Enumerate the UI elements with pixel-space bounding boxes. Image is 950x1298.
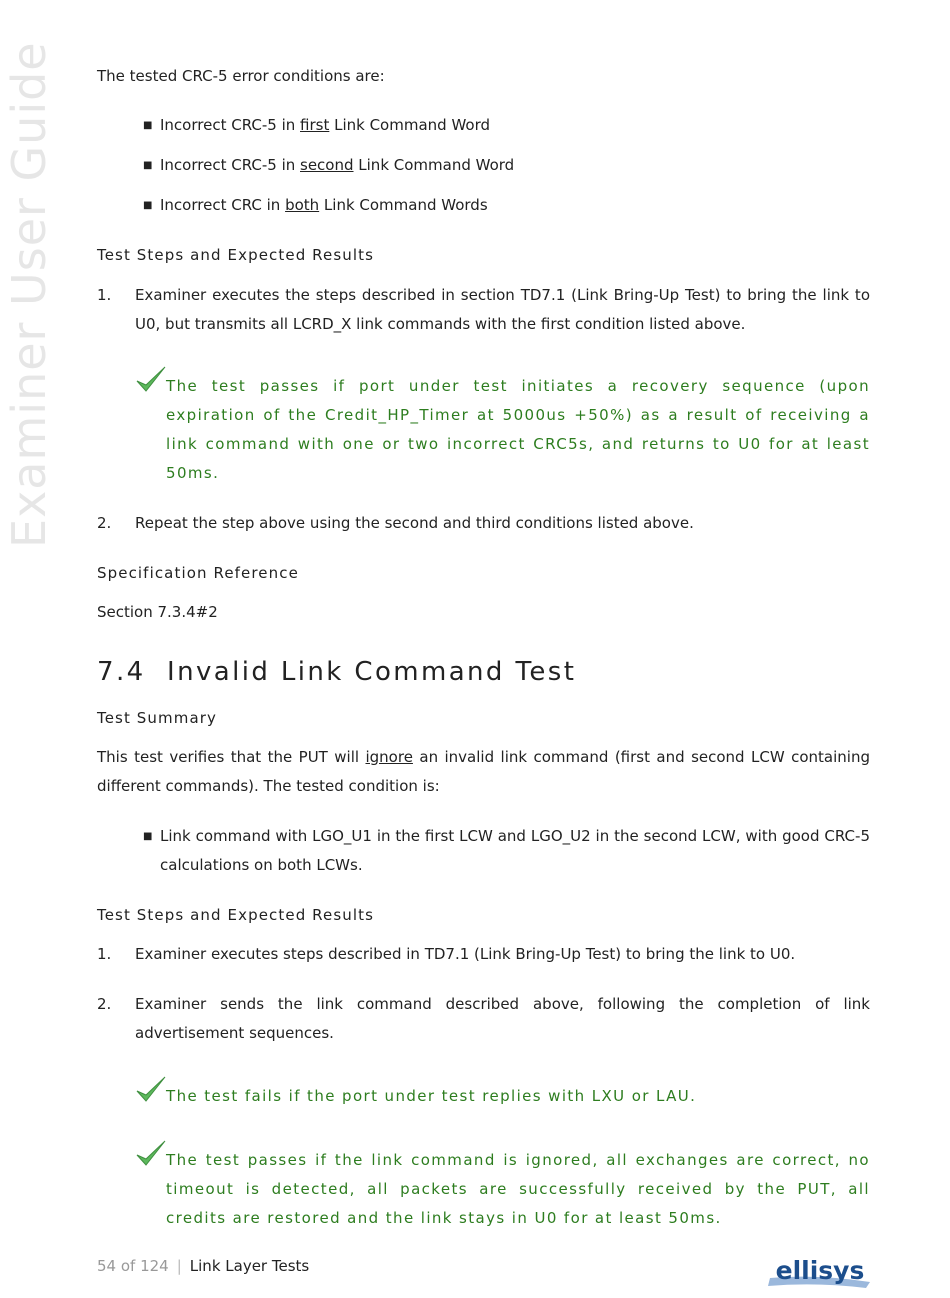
section-title-text: Invalid Link Command Test (167, 657, 577, 687)
steps-heading: Test Steps and Expected Results (97, 906, 375, 924)
page-footer (97, 1254, 309, 1278)
step-item (97, 509, 870, 538)
step-text: Examiner executes steps described in TD7.1 (Link Bring-Up Test) to bring the link to U0. (135, 945, 796, 963)
section-title (97, 655, 576, 689)
square-bullet-icon: ■ (143, 120, 153, 131)
step-number: 1. (97, 286, 112, 304)
note-text: The test passes if port under test initiates a recovery sequence (upon expiration of the Credit_HP_Timer at 5000us +50%) as a result of receiving a link command with one or two incorrect CRC5s, and returns to U0 for at least 50ms. (166, 377, 870, 482)
step-item (97, 940, 870, 969)
bullet-text: Incorrect CRC in both Link Command Words (160, 196, 488, 214)
sidebar-title: Examiner User Guide (2, 41, 56, 548)
step-item (97, 990, 870, 1050)
list-item (97, 111, 870, 140)
spec-heading: Specification Reference (97, 564, 299, 582)
logo-text: ellisys (775, 1256, 865, 1285)
step-text: Repeat the step above using the second and third conditions listed above. (135, 514, 694, 532)
step-number: 2. (97, 995, 112, 1013)
list-item (97, 151, 870, 180)
checkmark-icon (135, 1074, 167, 1106)
checkmark-icon (135, 364, 167, 396)
square-bullet-icon: ■ (143, 831, 153, 842)
page-number: 54 of 124 (97, 1257, 169, 1275)
square-bullet-icon: ■ (143, 200, 153, 211)
spec-reference: Section 7.3.4#2 (97, 603, 218, 621)
footer-section: Link Layer Tests (189, 1257, 310, 1275)
note-text: The test fails if the port under test replies with LXU or LAU. (166, 1087, 697, 1105)
section-number: 7.4 (97, 657, 146, 687)
checkmark-icon (135, 1138, 167, 1170)
bullet-text: Incorrect CRC-5 in second Link Command Word (160, 156, 515, 174)
bullet-text: Link command with LGO_U1 in the first LCW and LGO_U2 in the second LCW, with good CRC-5 calculations on both LCWs. (160, 827, 870, 874)
step-number: 1. (97, 945, 112, 963)
list-item (97, 822, 870, 882)
step-number: 2. (97, 514, 112, 532)
step-text: Examiner sends the link command described above, following the completion of link advertisement sequences. (135, 995, 870, 1042)
ellisys-logo (766, 1252, 874, 1290)
summary-heading: Test Summary (97, 709, 217, 727)
footer-separator: | (176, 1257, 182, 1275)
steps-heading: Test Steps and Expected Results (97, 246, 375, 264)
bullet-text: Incorrect CRC-5 in first Link Command Word (160, 116, 490, 134)
crc-intro: The tested CRC-5 error conditions are: (97, 67, 385, 85)
summary-text: This test verifies that the PUT will ignore an invalid link command (first and second LCW containing different commands). The tested condition is: (97, 748, 870, 795)
note-text: The test passes if the link command is ignored, all exchanges are correct, no timeout is detected, all packets are successfully received by the PUT, all credits are restored and the link stays in U0 for at least 50ms. (166, 1151, 870, 1227)
list-item (97, 191, 870, 220)
step-item (97, 281, 870, 341)
square-bullet-icon: ■ (143, 160, 153, 171)
step-text: Examiner executes the steps described in section TD7.1 (Link Bring-Up Test) to bring the link to U0, but transmits all LCRD_X link commands with the first condition listed above. (135, 286, 870, 333)
